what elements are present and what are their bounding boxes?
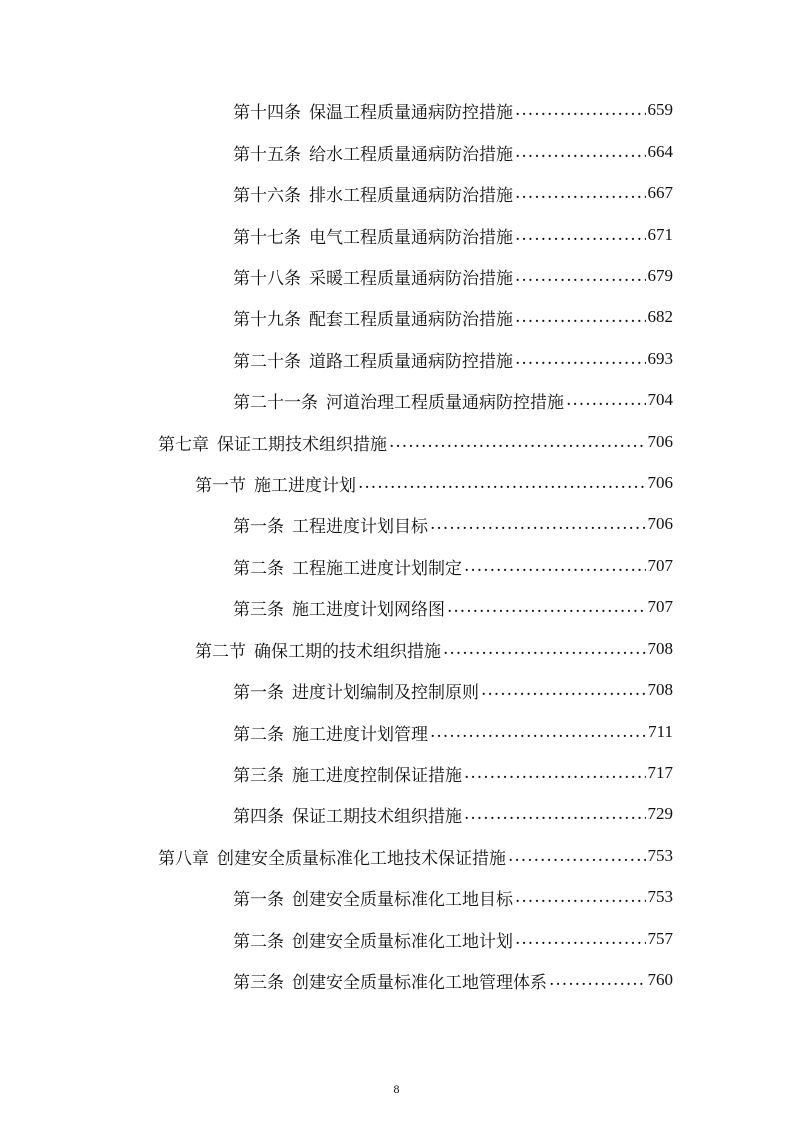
toc-section-entry[interactable] xyxy=(195,634,673,664)
toc-entry-page: 760 xyxy=(647,970,673,989)
leader-dots xyxy=(515,929,646,949)
toc-entry-title: 保温工程质量通病防控措施 xyxy=(309,102,513,123)
toc-entry-label: 第一条 xyxy=(233,516,284,537)
toc-entry-label: 第十四条 xyxy=(233,102,301,123)
toc-entry-page: 693 xyxy=(647,349,673,368)
leader-dots xyxy=(443,639,646,659)
leader-dots xyxy=(515,142,646,162)
toc-entry-title: 创建安全质量标准化工地计划 xyxy=(292,931,513,952)
toc-entry-title: 保证工期技术组织措施 xyxy=(292,806,462,827)
toc-entry-title: 工程施工进度计划制定 xyxy=(292,558,462,579)
toc-entry[interactable] xyxy=(233,220,673,250)
toc-entry-title: 确保工期的技术组织措施 xyxy=(254,641,441,662)
toc-entry-title: 给水工程质量通病防治措施 xyxy=(309,144,513,165)
toc-entry-label: 第一节 xyxy=(195,475,246,496)
toc-entry-title: 施工进度计划 xyxy=(254,475,356,496)
toc-entry[interactable] xyxy=(233,717,673,747)
toc-entry-title: 道路工程质量通病防控措施 xyxy=(309,351,513,372)
toc-entry-label: 第十五条 xyxy=(233,144,301,165)
toc-entry-title: 配套工程质量通病防治措施 xyxy=(309,309,513,330)
toc-chapter-entry[interactable] xyxy=(158,841,673,871)
toc-entry-label: 第二条 xyxy=(233,931,284,952)
toc-entry-label: 第十九条 xyxy=(233,309,301,330)
toc-entry-page: 717 xyxy=(647,763,673,782)
leader-dots xyxy=(515,225,646,245)
leader-dots xyxy=(464,556,646,576)
toc-entry-title: 河道治理工程质量通病防控措施 xyxy=(326,392,564,413)
toc-entry-title: 电气工程质量通病防治措施 xyxy=(309,227,513,248)
toc-entry-page: 667 xyxy=(647,183,673,202)
toc-entry-page: 753 xyxy=(647,846,673,865)
leader-dots xyxy=(358,473,646,493)
toc-entry[interactable] xyxy=(233,924,673,954)
leader-dots xyxy=(549,970,646,990)
page-number: 8 xyxy=(393,1082,400,1096)
toc-entry-page: 707 xyxy=(647,597,673,616)
toc-entry-label: 第三条 xyxy=(233,765,284,786)
toc-entry-title: 施工进度计划网络图 xyxy=(292,599,445,620)
toc-entry-label: 第十七条 xyxy=(233,227,301,248)
toc-entry-label: 第一条 xyxy=(233,889,284,910)
toc-entry[interactable] xyxy=(233,95,673,125)
leader-dots xyxy=(430,514,646,534)
toc-entry-title: 排水工程质量通病防治措施 xyxy=(309,185,513,206)
toc-entry[interactable] xyxy=(233,302,673,332)
toc-entry-page: 711 xyxy=(648,722,673,741)
toc-entry-page: 707 xyxy=(647,556,673,575)
leader-dots xyxy=(515,887,646,907)
toc-entry-label: 第八章 xyxy=(158,848,209,869)
toc-entry-label: 第二条 xyxy=(233,724,284,745)
toc-section-entry[interactable] xyxy=(195,468,673,498)
toc-entry-page: 664 xyxy=(647,142,673,161)
toc-entry-page: 679 xyxy=(647,266,673,285)
toc-entry[interactable] xyxy=(233,882,673,912)
toc-entry-page: 757 xyxy=(647,929,673,948)
leader-dots xyxy=(515,349,646,369)
toc-entry[interactable] xyxy=(233,178,673,208)
toc-entry-title: 进度计划编制及控制原则 xyxy=(292,682,479,703)
toc-entry-title: 创建安全质量标准化工地技术保证措施 xyxy=(217,848,506,869)
toc-entry[interactable] xyxy=(233,137,673,167)
toc-entry-page: 706 xyxy=(647,473,673,492)
toc-entry-label: 第二条 xyxy=(233,558,284,579)
toc-entry[interactable] xyxy=(233,261,673,291)
leader-dots xyxy=(515,266,646,286)
leader-dots xyxy=(481,680,646,700)
leader-dots xyxy=(515,307,646,327)
toc-entry[interactable] xyxy=(233,592,673,622)
toc-entry[interactable] xyxy=(233,965,673,995)
toc-entry-page: 706 xyxy=(647,432,673,451)
toc-entry-page: 708 xyxy=(647,680,673,699)
toc-entry-page: 704 xyxy=(647,390,673,409)
leader-dots xyxy=(389,432,646,452)
leader-dots xyxy=(515,183,646,203)
toc-entry-title: 保证工期技术组织措施 xyxy=(217,434,387,455)
toc-entry[interactable] xyxy=(233,675,673,705)
toc-entry[interactable] xyxy=(233,799,673,829)
toc-entry-title: 采暖工程质量通病防治措施 xyxy=(309,268,513,289)
toc-entry-label: 第二节 xyxy=(195,641,246,662)
toc-entry-page: 706 xyxy=(647,514,673,533)
toc-entry-title: 施工进度控制保证措施 xyxy=(292,765,462,786)
toc-entry-page: 729 xyxy=(647,804,673,823)
toc-entry-title: 创建安全质量标准化工地目标 xyxy=(292,889,513,910)
toc-entry-page: 708 xyxy=(647,639,673,658)
leader-dots xyxy=(515,100,646,120)
toc-entry-page: 659 xyxy=(647,100,673,119)
toc-entry-page: 671 xyxy=(647,225,673,244)
leader-dots xyxy=(447,597,646,617)
leader-dots xyxy=(430,722,646,742)
toc-entry-label: 第四条 xyxy=(233,806,284,827)
toc-entry-label: 第一条 xyxy=(233,682,284,703)
toc-entry-label: 第二十一条 xyxy=(233,392,318,413)
toc-entry[interactable] xyxy=(233,385,673,415)
toc-chapter-entry[interactable] xyxy=(158,427,673,457)
toc-entry-title: 施工进度计划管理 xyxy=(292,724,428,745)
toc-entry-label: 第十八条 xyxy=(233,268,301,289)
toc-entry-page: 682 xyxy=(647,307,673,326)
leader-dots xyxy=(464,804,646,824)
toc-entry-label: 第十六条 xyxy=(233,185,301,206)
toc-entry-title: 工程进度计划目标 xyxy=(292,516,428,537)
leader-dots xyxy=(508,846,646,866)
toc-entry-label: 第三条 xyxy=(233,599,284,620)
toc-entry-page: 753 xyxy=(647,887,673,906)
toc-entry[interactable] xyxy=(233,758,673,788)
toc-entry-label: 第二十条 xyxy=(233,351,301,372)
toc-entry-title: 创建安全质量标准化工地管理体系 xyxy=(292,972,547,993)
leader-dots xyxy=(566,390,646,410)
toc-entry[interactable] xyxy=(233,551,673,581)
toc-entry[interactable] xyxy=(233,509,673,539)
toc-entry[interactable] xyxy=(233,344,673,374)
leader-dots xyxy=(464,763,646,783)
toc-entry-label: 第三条 xyxy=(233,972,284,993)
toc-entry-label: 第七章 xyxy=(158,434,209,455)
